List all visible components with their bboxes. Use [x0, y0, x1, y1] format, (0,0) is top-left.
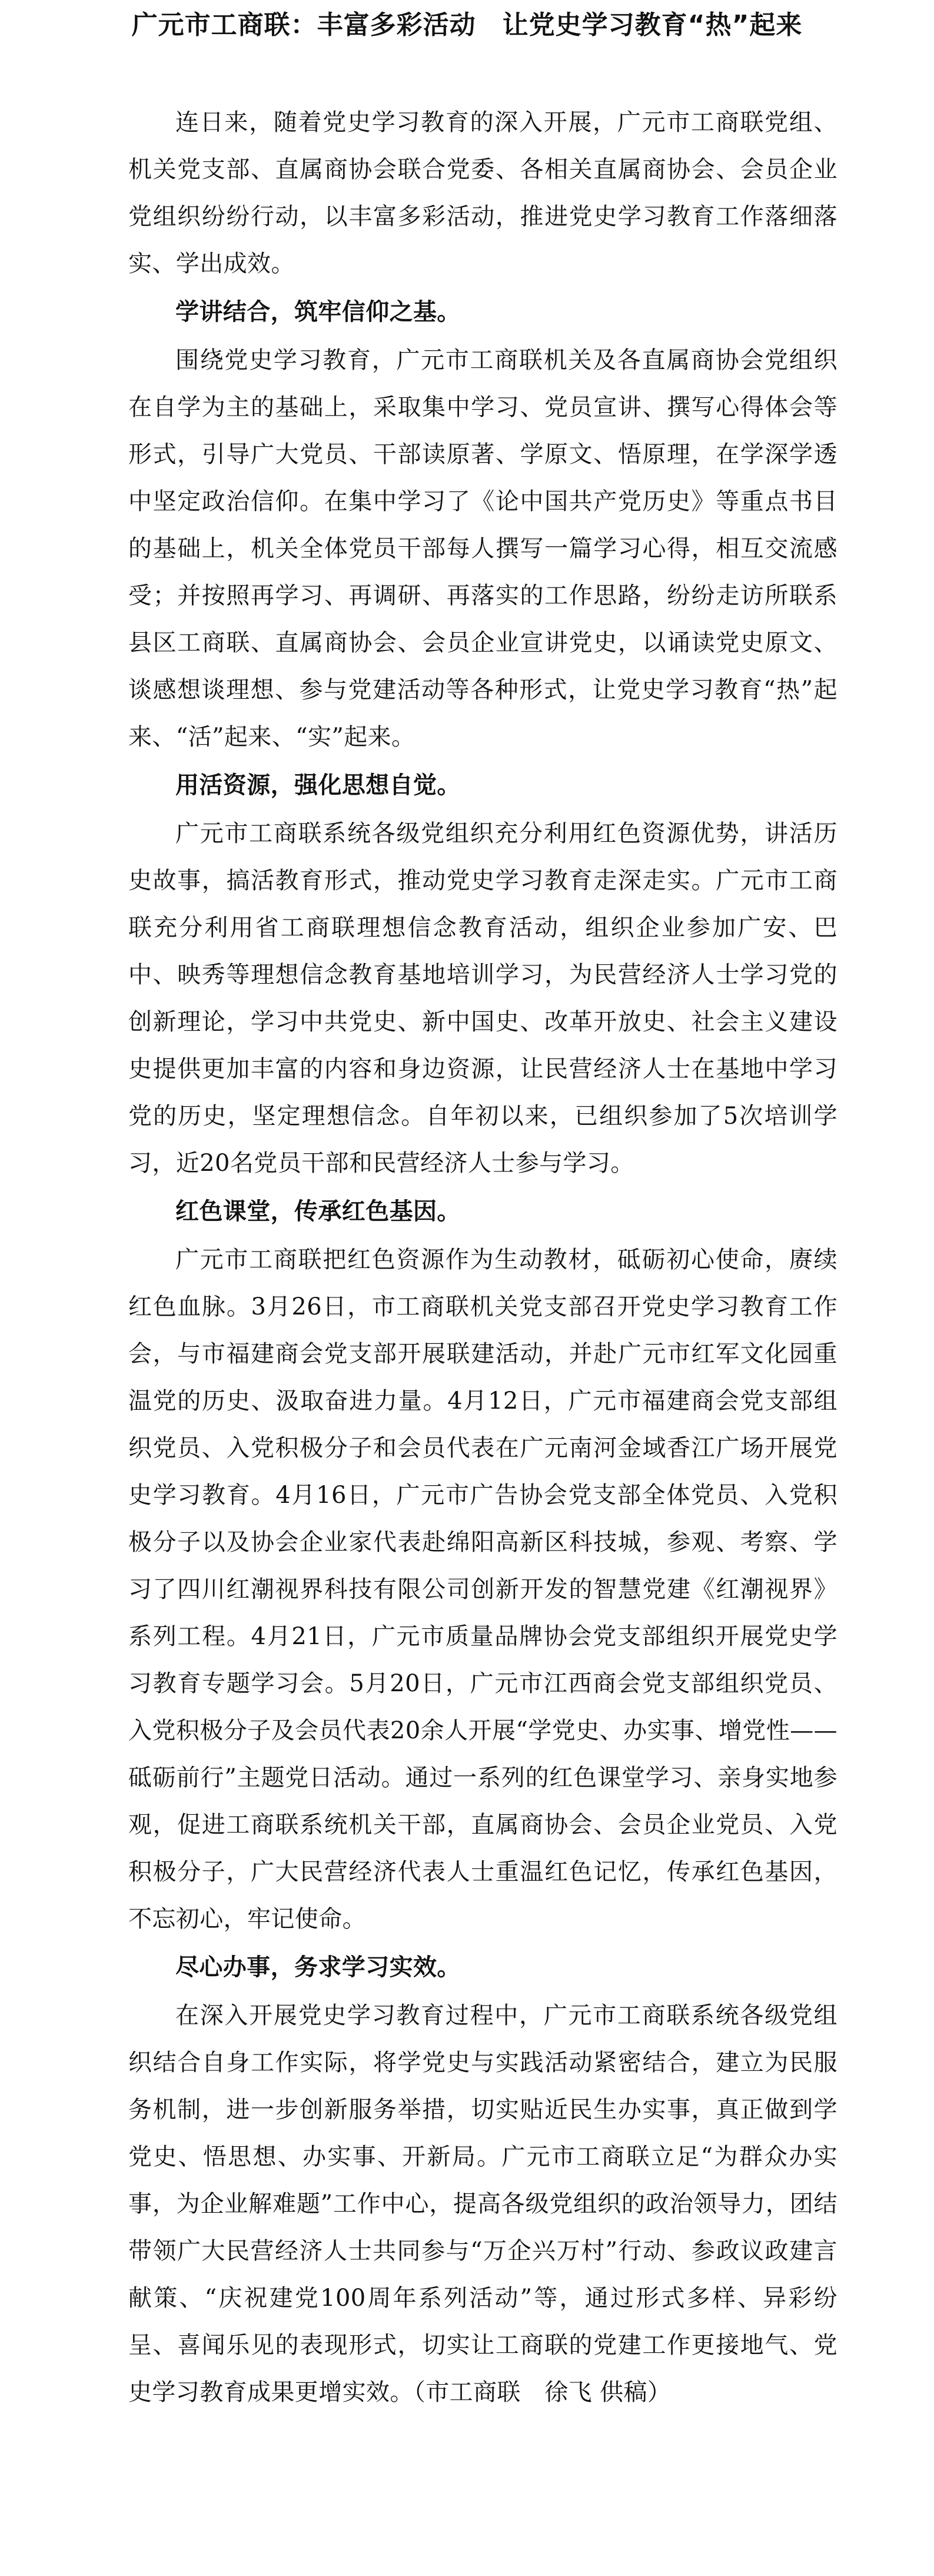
section-heading-practical: 尽心办事，务求学习实效。	[175, 1954, 461, 1981]
section-paragraph-practical: 在深入开展党史学习教育过程中，广元市工商联系统各级党组织结合自身工作实际，将学党史与实践活动紧密结合，建立为民服务机制，进一步创新服务举措，切实贴近民生办实事，真正做到学党史、悟思想、办实事、开新局。广元市工商联立足“为群众办实事，为企业解难题”工作中心，提高各级党组织的政治领导力，团结带领广大民营经济人士共同参与“万企兴万村”行动、参政议政建言献策、“庆祝建党100周年系列活动”等，通过形式多样、异彩纷呈、喜闻乐见的表现形式，切实让工商联的党建工作更接地气、党史学习教育成果更增实效。（市工商联 徐飞 供稿）	[128, 2002, 837, 2406]
section-paragraph-resources: 广元市工商联系统各级党组织充分利用红色资源优势，讲活历史故事，搞活教育形式，推动党史学习教育走深走实。广元市工商联充分利用省工商联理想信念教育活动，组织企业参加广安、巴中、映秀等理想信念教育基地培训学习，为民营经济人士学习党的创新理论，学习中共党史、新中国史、改革开放史、社会主义建设史提供更加丰富的内容和身边资源，让民营经济人士在基地中学习党的历史，坚定理想信念。自年初以来，已组织参加了5次培训学习，近20名党员干部和民营经济人士参与学习。	[128, 820, 837, 1177]
section-heading-resources: 用活资源，强化思想自觉。	[175, 772, 461, 799]
section-paragraph-red-classroom: 广元市工商联把红色资源作为生动教材，砥砺初心使命，赓续红色血脉。3月26日，市工商联机关党支部召开党史学习教育工作会，与市福建商会党支部开展联建活动，并赴广元市红军文化园重温党的历史、汲取奋进力量。4月12日，广元市福建商会党支部组织党员、入党积极分子和会员代表在广元南河金域香江广场开展党史学习教育。4月16日，广元市广告协会党支部全体党员、入党积极分子以及协会企业家代表赴绵阳高新区科技城，参观、考察、学习了四川红潮视界科技有限公司创新开发的智慧党建《红潮视界》系列工程。4月21日，广元市质量品牌协会党支部组织开展党史学习教育专题学习会。5月20日，广元市江西商会党支部组织党员、入党积极分子及会员代表20余人开展“学党史、办实事、增党性——砥砺前行”主题党日活动。通过一系列的红色课堂学习、亲身实地参观，促进工商联系统机关干部，直属商协会、会员企业党员、入党积极分子，广大民营经济代表人士重温红色记忆，传承红色基因，不忘初心，牢记使命。	[128, 1246, 837, 1933]
article-body	[128, 99, 837, 2416]
section-heading-study: 学讲结合，筑牢信仰之基。	[175, 298, 461, 326]
section-heading-red-classroom: 红色课堂，传承红色基因。	[175, 1198, 461, 1225]
section-paragraph-study: 围绕党史学习教育，广元市工商联机关及各直属商协会党组织在自学为主的基础上，采取集中学习、党员宣讲、撰写心得体会等形式，引导广大党员、干部读原著、学原文、悟原理，在学深学透中坚定政治信仰。在集中学习了《论中国共产党历史》等重点书目的基础上，机关全体党员干部每人撰写一篇学习心得，相互交流感受；并按照再学习、再调研、再落实的工作思路，纷纷走访所联系县区工商联、直属商协会、会员企业宣讲党史，以诵读党史原文、谈感想谈理想、参与党建活动等各种形式，让党史学习教育“热”起来、“活”起来、“实”起来。	[128, 347, 837, 751]
article-title: 广元市工商联：丰富多彩活动 让党史学习教育“热”起来	[131, 10, 803, 40]
intro-paragraph: 连日来，随着党史学习教育的深入开展，广元市工商联党组、机关党支部、直属商协会联合党委、各相关直属商协会、会员企业党组织纷纷行动，以丰富多彩活动，推进党史学习教育工作落细落实、学出成效。	[128, 109, 837, 277]
